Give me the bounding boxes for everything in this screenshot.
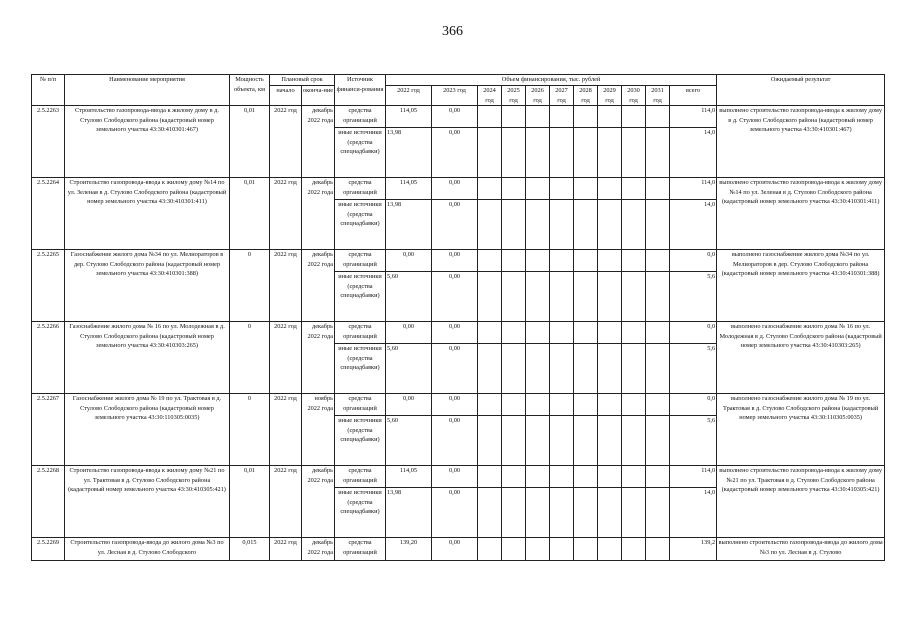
header-row-1 xyxy=(32,75,885,86)
row-number: 2.5.2268 xyxy=(32,466,65,538)
empty-cell xyxy=(622,250,646,272)
row-value-2022: 13,98 xyxy=(386,128,432,178)
row-result: выполнено строительство газопровода-ввода к жилому дому №21 по ул. Трактовая в д. Стулово Слободского района (кадастровый номер земельного участка 43:30:410305:421) xyxy=(717,466,885,538)
row-source-1: средства организаций xyxy=(335,106,386,128)
empty-cell xyxy=(478,272,502,322)
row-value-2023: 0,00 xyxy=(432,250,478,272)
empty-cell xyxy=(574,322,598,344)
empty-cell xyxy=(598,394,622,416)
row-source-2: иные источники (средства спецнадбавки) xyxy=(335,272,386,322)
empty-cell xyxy=(502,322,526,344)
row-total: 5,6 xyxy=(670,416,717,466)
empty-cell xyxy=(478,106,502,128)
row-source-2: иные источники (средства спецнадбавки) xyxy=(335,488,386,538)
empty-cell xyxy=(598,538,622,561)
empty-cell xyxy=(574,344,598,394)
empty-cell xyxy=(526,344,550,394)
row-total: 0,0 xyxy=(670,394,717,416)
empty-cell xyxy=(478,466,502,488)
row-capacity: 0,01 xyxy=(230,178,270,250)
row-number: 2.5.2264 xyxy=(32,178,65,250)
header-funding: Объем финансирования, тыс. рублей xyxy=(386,75,717,86)
empty-cell xyxy=(574,394,598,416)
empty-cell xyxy=(622,394,646,416)
empty-cell xyxy=(622,344,646,394)
header-2031: 2031 год xyxy=(646,86,670,106)
empty-cell xyxy=(598,272,622,322)
empty-cell xyxy=(502,272,526,322)
row-value-2022: 0,00 xyxy=(386,394,432,416)
row-total: 5,6 xyxy=(670,344,717,394)
row-value-2023: 0,00 xyxy=(432,538,478,561)
row-source-1: средства организаций xyxy=(335,250,386,272)
header-2027: 2027 год xyxy=(550,86,574,106)
table-row-partial xyxy=(32,538,885,561)
empty-cell xyxy=(622,106,646,128)
row-value-2023: 0,00 xyxy=(432,394,478,416)
row-value-2022: 13,98 xyxy=(386,488,432,538)
row-result: выполнено газоснабжение жилого дома № 16 по ул. Молодежная в д. Стулово Слободского района (кадастровый номер земельного участка 43:30:410303:265) xyxy=(717,322,885,394)
empty-cell xyxy=(550,488,574,538)
row-capacity: 0 xyxy=(230,250,270,322)
empty-cell xyxy=(502,344,526,394)
header-name: Наименование мероприятия xyxy=(65,75,230,106)
empty-cell xyxy=(550,250,574,272)
header-2022: 2022 год xyxy=(386,86,432,106)
empty-cell xyxy=(622,128,646,178)
empty-cell xyxy=(646,394,670,416)
empty-cell xyxy=(598,322,622,344)
header-num: № п/п xyxy=(32,75,65,106)
empty-cell xyxy=(622,466,646,488)
row-name: Газоснабжение жилого дома № 16 по ул. Молодежная в д. Стулово Слободского района (кадастровый номер земельного участка 43:30:410303:265) xyxy=(65,322,230,394)
row-name: Строительство газопровода-ввода до жилого дома №3 по ул. Лесная в д. Стулово Слободского xyxy=(65,538,230,561)
row-value-2022: 5,60 xyxy=(386,272,432,322)
header-2028: 2028 год xyxy=(574,86,598,106)
row-number: 2.5.2263 xyxy=(32,106,65,178)
row-capacity: 0,01 xyxy=(230,106,270,178)
row-number: 2.5.2269 xyxy=(32,538,65,561)
row-total: 114,0 xyxy=(670,178,717,200)
empty-cell xyxy=(646,466,670,488)
row-source-1: средства организаций xyxy=(335,466,386,488)
empty-cell xyxy=(502,538,526,561)
empty-cell xyxy=(502,178,526,200)
header-capacity: Мощность объекта, км xyxy=(230,75,270,106)
row-value-2022: 0,00 xyxy=(386,322,432,344)
header-2029: 2029 год xyxy=(598,86,622,106)
row-start: 2022 год xyxy=(270,466,302,538)
row-value-2022: 5,60 xyxy=(386,416,432,466)
row-value-2022: 13,98 xyxy=(386,200,432,250)
empty-cell xyxy=(574,200,598,250)
row-start: 2022 год xyxy=(270,178,302,250)
empty-cell xyxy=(550,200,574,250)
row-result: выполнено строительство газопровода-ввода к жилому дому №14 по ул. Зеленая в д. Стулово Слободского района (кадастровый номер земельного участка 43:30:410301:411) xyxy=(717,178,885,250)
empty-cell xyxy=(574,272,598,322)
empty-cell xyxy=(526,416,550,466)
header-plan-term: Плановый срок xyxy=(270,75,335,86)
empty-cell xyxy=(550,106,574,128)
row-source-1: средства организаций xyxy=(335,538,386,561)
row-name: Газоснабжение жилого дома № 19 по ул. Трактовая в д. Стулово Слободского района (кадастровый номер земельного участка 43:30:110305:0035) xyxy=(65,394,230,466)
empty-cell xyxy=(646,250,670,272)
row-total: 14,0 xyxy=(670,488,717,538)
row-source-2: иные источники (средства спецнадбавки) xyxy=(335,344,386,394)
empty-cell xyxy=(478,322,502,344)
financing-table xyxy=(31,74,885,561)
row-result: выполнено газоснабжение жилого дома №34 по ул. Мелиораторов в дер. Стулово Слободского района (кадастровый номер земельного участка 43:30:410301:388) xyxy=(717,250,885,322)
row-value-2023: 0,00 xyxy=(432,272,478,322)
row-total: 14,0 xyxy=(670,200,717,250)
empty-cell xyxy=(526,466,550,488)
row-total: 5,6 xyxy=(670,272,717,322)
header-2023: 2023 год xyxy=(432,86,478,106)
empty-cell xyxy=(526,272,550,322)
empty-cell xyxy=(502,416,526,466)
empty-cell xyxy=(550,272,574,322)
row-value-2022: 0,00 xyxy=(386,250,432,272)
empty-cell xyxy=(598,250,622,272)
row-capacity: 0,015 xyxy=(230,538,270,561)
empty-cell xyxy=(646,488,670,538)
row-start: 2022 год xyxy=(270,394,302,466)
empty-cell xyxy=(550,538,574,561)
table-row xyxy=(32,322,885,344)
empty-cell xyxy=(526,250,550,272)
row-value-2023: 0,00 xyxy=(432,466,478,488)
row-number: 2.5.2267 xyxy=(32,394,65,466)
empty-cell xyxy=(478,250,502,272)
row-start: 2022 год xyxy=(270,250,302,322)
empty-cell xyxy=(646,106,670,128)
row-value-2023: 0,00 xyxy=(432,322,478,344)
empty-cell xyxy=(598,466,622,488)
row-total: 139,2 xyxy=(670,538,717,561)
empty-cell xyxy=(550,394,574,416)
empty-cell xyxy=(502,106,526,128)
empty-cell xyxy=(598,200,622,250)
table-row xyxy=(32,178,885,200)
table-row xyxy=(32,466,885,488)
empty-cell xyxy=(574,128,598,178)
page-number: 366 xyxy=(442,24,463,39)
empty-cell xyxy=(574,416,598,466)
empty-cell xyxy=(646,272,670,322)
row-start: 2022 год xyxy=(270,106,302,178)
empty-cell xyxy=(622,200,646,250)
row-total: 14,0 xyxy=(670,128,717,178)
empty-cell xyxy=(502,488,526,538)
empty-cell xyxy=(478,488,502,538)
header-2026: 2026 год xyxy=(526,86,550,106)
header-total: всего xyxy=(670,86,717,106)
row-capacity: 0,01 xyxy=(230,466,270,538)
row-end: декабрь 2022 года xyxy=(302,322,335,394)
row-value-2023: 0,00 xyxy=(432,344,478,394)
row-value-2023: 0,00 xyxy=(432,128,478,178)
empty-cell xyxy=(478,416,502,466)
row-end: декабрь 2022 года xyxy=(302,178,335,250)
row-value-2022: 114,05 xyxy=(386,466,432,488)
empty-cell xyxy=(574,106,598,128)
row-source-1: средства организаций xyxy=(335,394,386,416)
empty-cell xyxy=(550,466,574,488)
row-total: 0,0 xyxy=(670,250,717,272)
empty-cell xyxy=(478,200,502,250)
empty-cell xyxy=(622,416,646,466)
row-start: 2022 год xyxy=(270,322,302,394)
empty-cell xyxy=(526,178,550,200)
row-capacity: 0 xyxy=(230,394,270,466)
table-row xyxy=(32,250,885,272)
empty-cell xyxy=(502,200,526,250)
empty-cell xyxy=(574,538,598,561)
row-name: Газоснабжение жилого дома №34 по ул. Мелиораторов в дер. Стулово Слободского района (кадастровый номер земельного участка 43:30:410301:388) xyxy=(65,250,230,322)
row-end: декабрь 2022 года xyxy=(302,250,335,322)
table-row xyxy=(32,394,885,416)
table-row xyxy=(32,106,885,128)
empty-cell xyxy=(622,272,646,322)
empty-cell xyxy=(574,178,598,200)
row-value-2022: 139,20 xyxy=(386,538,432,561)
empty-cell xyxy=(598,344,622,394)
row-value-2022: 114,05 xyxy=(386,106,432,128)
row-result: выполнено газоснабжение жилого дома № 19 по ул. Трактовая в д. Стулово Слободского района (кадастровый номер земельного участка 43:30:110305:0035) xyxy=(717,394,885,466)
empty-cell xyxy=(574,466,598,488)
empty-cell xyxy=(646,322,670,344)
row-source-2: иные источники (средства спецнадбавки) xyxy=(335,128,386,178)
row-source-2: иные источники (средства спецнадбавки) xyxy=(335,200,386,250)
row-end: ноябрь 2022 года xyxy=(302,394,335,466)
row-number: 2.5.2265 xyxy=(32,250,65,322)
row-value-2023: 0,00 xyxy=(432,106,478,128)
empty-cell xyxy=(550,178,574,200)
empty-cell xyxy=(526,394,550,416)
row-name: Строительство газопровода-ввода к жилому дому №21 по ул. Трактовая в д. Стулово Слободского района (кадастровый номер земельного участка 43:30:410305:421) xyxy=(65,466,230,538)
row-value-2023: 0,00 xyxy=(432,488,478,538)
empty-cell xyxy=(646,200,670,250)
row-number: 2.5.2266 xyxy=(32,322,65,394)
empty-cell xyxy=(526,106,550,128)
empty-cell xyxy=(478,394,502,416)
header-start: начало xyxy=(270,86,302,106)
empty-cell xyxy=(646,128,670,178)
empty-cell xyxy=(502,466,526,488)
row-value-2023: 0,00 xyxy=(432,200,478,250)
header-source: Источник финанси-рования xyxy=(335,75,386,106)
row-result: выполнено строительство газопровода-ввода до жилого дома №3 по ул. Лесная в д. Стулово xyxy=(717,538,885,561)
row-end: декабрь 2022 года xyxy=(302,466,335,538)
empty-cell xyxy=(598,128,622,178)
empty-cell xyxy=(646,344,670,394)
empty-cell xyxy=(598,416,622,466)
row-total: 114,0 xyxy=(670,466,717,488)
row-end: декабрь 2022 года xyxy=(302,106,335,178)
empty-cell xyxy=(622,488,646,538)
row-value-2023: 0,00 xyxy=(432,416,478,466)
empty-cell xyxy=(478,344,502,394)
row-total: 0,0 xyxy=(670,322,717,344)
empty-cell xyxy=(502,250,526,272)
row-value-2023: 0,00 xyxy=(432,178,478,200)
empty-cell xyxy=(598,106,622,128)
row-result: выполнено строительство газопровода-ввода к жилому дому в д. Стулово Слободского района (кадастровый номер земельного участка 43:30:410301:467) xyxy=(717,106,885,178)
empty-cell xyxy=(478,538,502,561)
empty-cell xyxy=(526,128,550,178)
row-value-2022: 114,05 xyxy=(386,178,432,200)
empty-cell xyxy=(526,488,550,538)
empty-cell xyxy=(502,128,526,178)
empty-cell xyxy=(646,416,670,466)
empty-cell xyxy=(622,178,646,200)
header-result: Ожидаемый результат xyxy=(717,75,885,106)
empty-cell xyxy=(622,322,646,344)
empty-cell xyxy=(574,488,598,538)
empty-cell xyxy=(574,250,598,272)
header-end: оконча-ние xyxy=(302,86,335,106)
empty-cell xyxy=(646,538,670,561)
empty-cell xyxy=(550,416,574,466)
empty-cell xyxy=(526,200,550,250)
row-total: 114,0 xyxy=(670,106,717,128)
row-name: Строительство газопровода-ввода к жилому дому в д. Стулово Слободского района (кадастровый номер земельного участка 43:30:410301:467) xyxy=(65,106,230,178)
empty-cell xyxy=(550,128,574,178)
empty-cell xyxy=(622,538,646,561)
row-source-1: средства организаций xyxy=(335,178,386,200)
row-source-2: иные источники (средства спецнадбавки) xyxy=(335,416,386,466)
row-value-2022: 5,60 xyxy=(386,344,432,394)
empty-cell xyxy=(598,178,622,200)
empty-cell xyxy=(550,322,574,344)
empty-cell xyxy=(646,178,670,200)
row-name: Строительство газопровода-ввода к жилому дому №14 по ул. Зеленая в д. Стулово Слободского района (кадастровый номер земельного участка 43:30:410301:411) xyxy=(65,178,230,250)
empty-cell xyxy=(526,538,550,561)
empty-cell xyxy=(598,488,622,538)
row-end: декабрь 2022 года xyxy=(302,538,335,561)
row-source-1: средства организаций xyxy=(335,322,386,344)
row-capacity: 0 xyxy=(230,322,270,394)
empty-cell xyxy=(478,128,502,178)
row-start: 2022 год xyxy=(270,538,302,561)
empty-cell xyxy=(550,344,574,394)
empty-cell xyxy=(526,322,550,344)
empty-cell xyxy=(478,178,502,200)
header-2024: 2024 год xyxy=(478,86,502,106)
empty-cell xyxy=(502,394,526,416)
header-2025: 2025 год xyxy=(502,86,526,106)
header-2030: 2030 год xyxy=(622,86,646,106)
